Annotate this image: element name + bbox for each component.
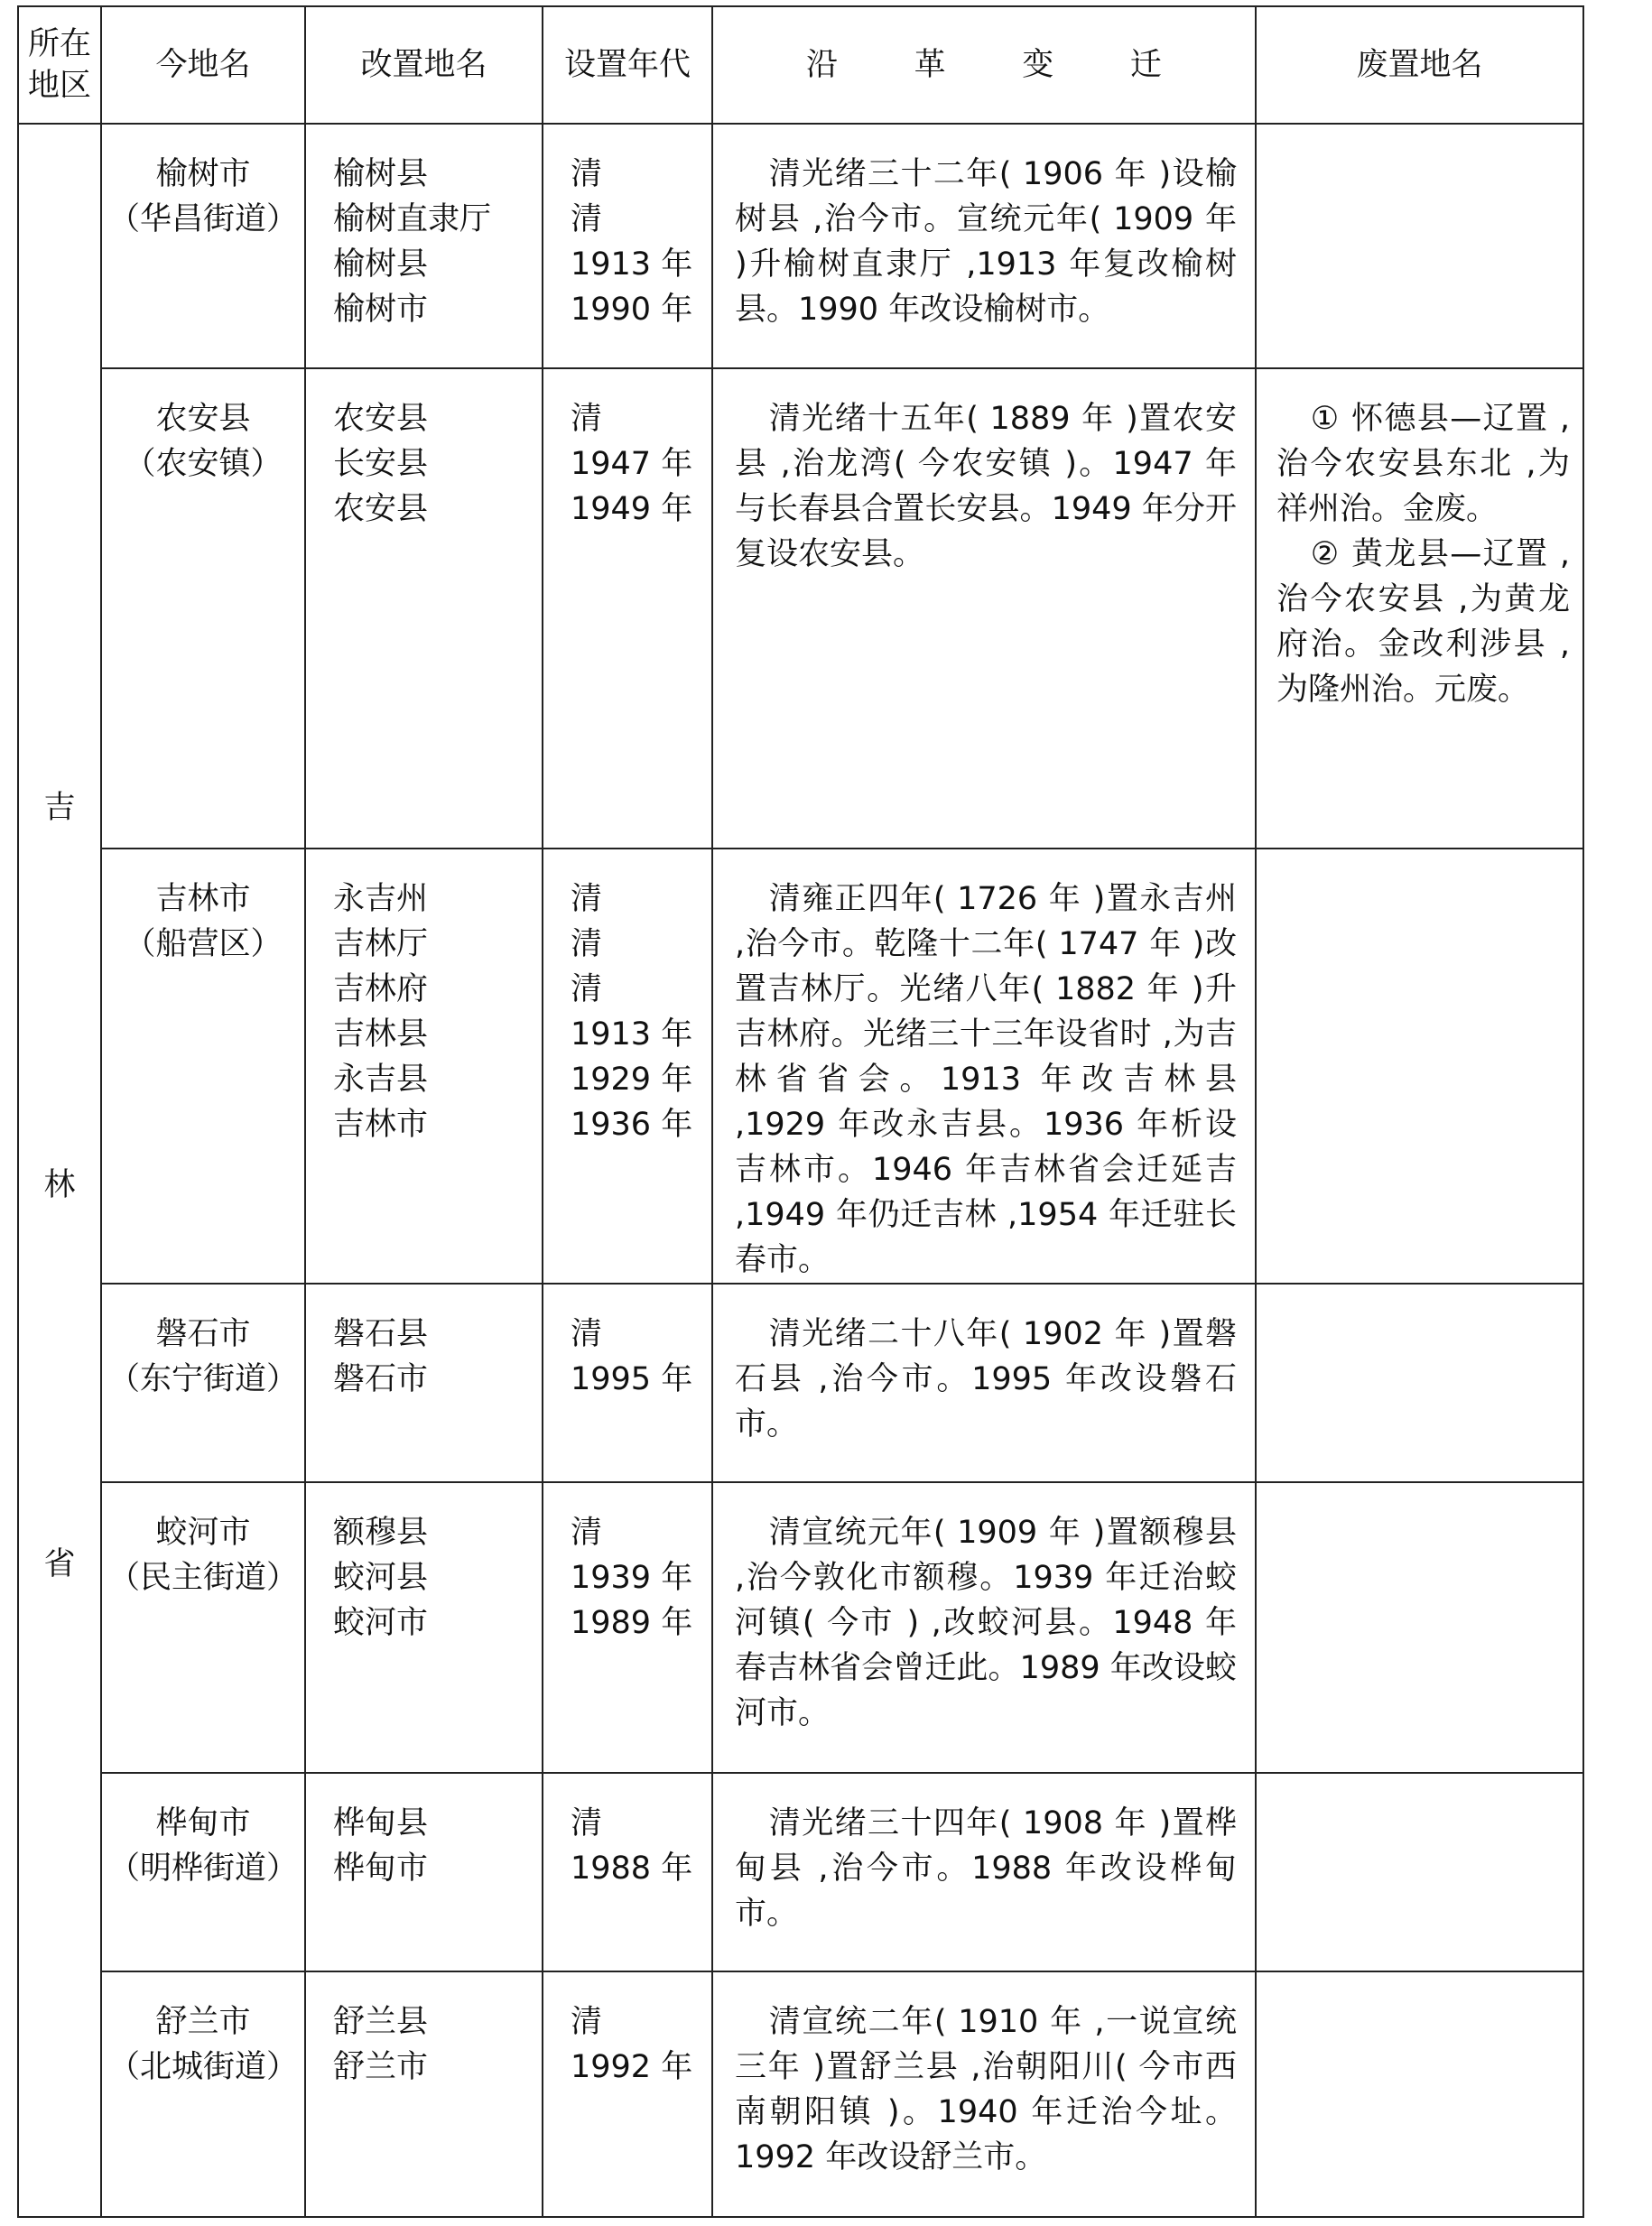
- year-set: 清: [571, 401, 603, 437]
- region-cell: [18, 124, 101, 2217]
- seat-name: （民主街道）: [107, 1560, 298, 1596]
- table-row: [18, 1284, 1583, 1482]
- former-name: 吉林府: [333, 971, 429, 1007]
- former-name: 长安县: [333, 446, 429, 482]
- year-set-cell: [543, 849, 712, 1284]
- seat-name: （东宁街道）: [107, 1361, 298, 1397]
- year-set: 1992 年: [571, 2049, 693, 2085]
- year-set: 1929 年: [571, 1062, 693, 1098]
- history-text: 清雍正四年( 1726 年 )置永吉州 ,治今市。乾隆十二年( 1747 年 )改置吉林厅。光绪八年( 1882 年 )升吉林府。光绪三十三年设省时 ,为吉林省省会。1913 年改吉林县 ,1929 年改永吉县。1936 年析设吉林市。1946 年吉林省会迁延吉 ,1949 年仍迁吉林 ,1954 年迁驻长春市。: [735, 881, 1237, 1278]
- header-region-line-2: 地区: [27, 68, 91, 104]
- current-name: 桦甸市: [155, 1805, 251, 1841]
- current-name: 舒兰市: [155, 2004, 251, 2040]
- current-name-cell: [101, 849, 305, 1284]
- year-set: 1913 年: [571, 1016, 693, 1053]
- former-name: 磐石县: [333, 1316, 429, 1352]
- former-names-cell: [305, 1284, 543, 1482]
- former-name: 榆树县: [333, 156, 429, 192]
- history-cell: [712, 1284, 1256, 1482]
- year-set: 清: [571, 1515, 603, 1551]
- year-set-cell: [543, 1482, 712, 1773]
- abolished-cell: [1256, 849, 1583, 1284]
- current-name-cell: [101, 1284, 305, 1482]
- current-name: 榆树市: [155, 156, 251, 192]
- year-set: 清: [571, 971, 603, 1007]
- former-name: 榆树市: [333, 292, 429, 328]
- year-set-cell: [543, 1773, 712, 1971]
- history-cell: [712, 368, 1256, 849]
- abolished-cell: [1256, 1773, 1583, 1971]
- year-set: 清: [571, 2004, 603, 2040]
- table-row: [18, 368, 1583, 849]
- year-set: 清: [571, 926, 603, 962]
- header-history-text: 沿 革 变 迁: [806, 47, 1195, 83]
- table-row: [18, 1482, 1583, 1773]
- abolished-entry: ① 怀德县—辽置 ,治今农安县东北 ,为祥州治。金废。: [1276, 401, 1570, 527]
- former-names-cell: [305, 1971, 543, 2217]
- history-text: 清宣统二年( 1910 年 ,一说宣统三年 )置舒兰县 ,治朝阳川( 今市西南朝阳镇 )。1940 年迁治今址。1992 年改设舒兰市。: [735, 2004, 1237, 2175]
- current-name-cell: [101, 1773, 305, 1971]
- year-set: 清: [571, 201, 603, 237]
- table-row: [18, 1971, 1583, 2217]
- year-set: 清: [571, 881, 603, 917]
- former-name: 磐石市: [333, 1361, 429, 1397]
- history-text: 清光绪三十二年( 1906 年 )设榆树县 ,治今市。宣统元年( 1909 年 )升榆树直隶厅 ,1913 年复改榆树县。1990 年改设榆树市。: [735, 156, 1237, 328]
- current-name-cell: [101, 1482, 305, 1773]
- header-current-name: 今地名: [101, 6, 305, 124]
- header-year-set: 设置年代: [543, 6, 712, 124]
- region-char-1: 吉: [43, 790, 76, 826]
- current-name: 蛟河市: [155, 1515, 251, 1551]
- year-set: 1949 年: [571, 491, 693, 527]
- former-name: 农安县: [333, 491, 429, 527]
- year-set: 清: [571, 1805, 603, 1841]
- header-row: [18, 6, 1583, 124]
- former-name: 榆树县: [333, 246, 429, 283]
- year-set-cell: [543, 368, 712, 849]
- abolished-cell: [1256, 124, 1583, 368]
- abolished-cell: [1256, 368, 1583, 849]
- current-name: 吉林市: [155, 881, 251, 917]
- history-text: 清光绪十五年( 1889 年 )置农安县 ,治龙湾( 今农安镇 )。1947 年与长春县合置长安县。1949 年分开复设农安县。: [735, 401, 1237, 572]
- former-name: 榆树直隶厅: [333, 201, 492, 237]
- table-row: [18, 1773, 1583, 1971]
- year-set: 1988 年: [571, 1850, 693, 1887]
- year-set-cell: [543, 1284, 712, 1482]
- former-name: 吉林厅: [333, 926, 429, 962]
- former-name: 吉林县: [333, 1016, 429, 1053]
- history-cell: [712, 849, 1256, 1284]
- current-name-cell: [101, 124, 305, 368]
- former-names-cell: [305, 368, 543, 849]
- former-name: 蛟河市: [333, 1605, 429, 1641]
- history-cell: [712, 124, 1256, 368]
- header-abolished: 废置地名: [1256, 6, 1583, 124]
- former-name: 额穆县: [333, 1515, 429, 1551]
- current-name-cell: [101, 1971, 305, 2217]
- former-name: 舒兰县: [333, 2004, 429, 2040]
- year-set: 1936 年: [571, 1107, 693, 1143]
- seat-name: （农安镇）: [124, 446, 283, 482]
- former-name: 舒兰市: [333, 2049, 429, 2085]
- current-name-cell: [101, 368, 305, 849]
- current-name: 磐石市: [155, 1316, 251, 1352]
- history-text: 清光绪二十八年( 1902 年 )置磐石县 ,治今市。1995 年改设磐石市。: [735, 1316, 1237, 1442]
- former-names-cell: [305, 849, 543, 1284]
- header-region: [18, 6, 101, 124]
- history-cell: [712, 1773, 1256, 1971]
- former-name: 永吉县: [333, 1062, 429, 1098]
- history-cell: [712, 1971, 1256, 2217]
- seat-name: （船营区）: [124, 926, 283, 962]
- year-set: 1947 年: [571, 446, 693, 482]
- current-name: 农安县: [155, 401, 251, 437]
- year-set: 清: [571, 156, 603, 192]
- former-names-cell: [305, 124, 543, 368]
- header-history: [712, 6, 1256, 124]
- table-row: [18, 124, 1583, 368]
- former-names-cell: [305, 1773, 543, 1971]
- year-set: 1995 年: [571, 1361, 693, 1397]
- gazetteer-table: [17, 5, 1584, 2218]
- history-text: 清光绪三十四年( 1908 年 )置桦甸县 ,治今市。1988 年改设桦甸市。: [735, 1805, 1237, 1932]
- history-cell: [712, 1482, 1256, 1773]
- abolished-entry: ② 黄龙县—辽置 ,治今农安县 ,为黄龙府治。金改利涉县 ,为隆州治。元废。: [1276, 536, 1570, 708]
- former-name: 蛟河县: [333, 1560, 429, 1596]
- abolished-cell: [1256, 1482, 1583, 1773]
- year-set-cell: [543, 1971, 712, 2217]
- seat-name: （北城街道）: [107, 2049, 298, 2085]
- year-set: 1913 年: [571, 246, 693, 283]
- abolished-cell: [1256, 1284, 1583, 1482]
- abolished-cell: [1256, 1971, 1583, 2217]
- header-former-names: 改置地名: [305, 6, 543, 124]
- year-set: 1990 年: [571, 292, 693, 328]
- region-char-2: 林: [43, 1167, 76, 1203]
- year-set-cell: [543, 124, 712, 368]
- seat-name: （明桦街道）: [107, 1850, 298, 1887]
- former-name: 桦甸市: [333, 1850, 429, 1887]
- history-text: 清宣统元年( 1909 年 )置额穆县 ,治今敦化市额穆。1939 年迁治蛟河镇( 今市 ) ,改蛟河县。1948 年春吉林省会曾迁此。1989 年改设蛟河市。: [735, 1515, 1237, 1731]
- year-set: 清: [571, 1316, 603, 1352]
- year-set: 1939 年: [571, 1560, 693, 1596]
- former-name: 永吉州: [333, 881, 429, 917]
- former-names-cell: [305, 1482, 543, 1773]
- former-name: 桦甸县: [333, 1805, 429, 1841]
- former-name: 吉林市: [333, 1107, 429, 1143]
- former-name: 农安县: [333, 401, 429, 437]
- seat-name: （华昌街道）: [107, 201, 298, 237]
- header-region-line-1: 所在: [27, 26, 91, 62]
- region-char-3: 省: [43, 1546, 76, 1582]
- table-row: [18, 849, 1583, 1284]
- year-set: 1989 年: [571, 1605, 693, 1641]
- table-body: [18, 124, 1583, 2217]
